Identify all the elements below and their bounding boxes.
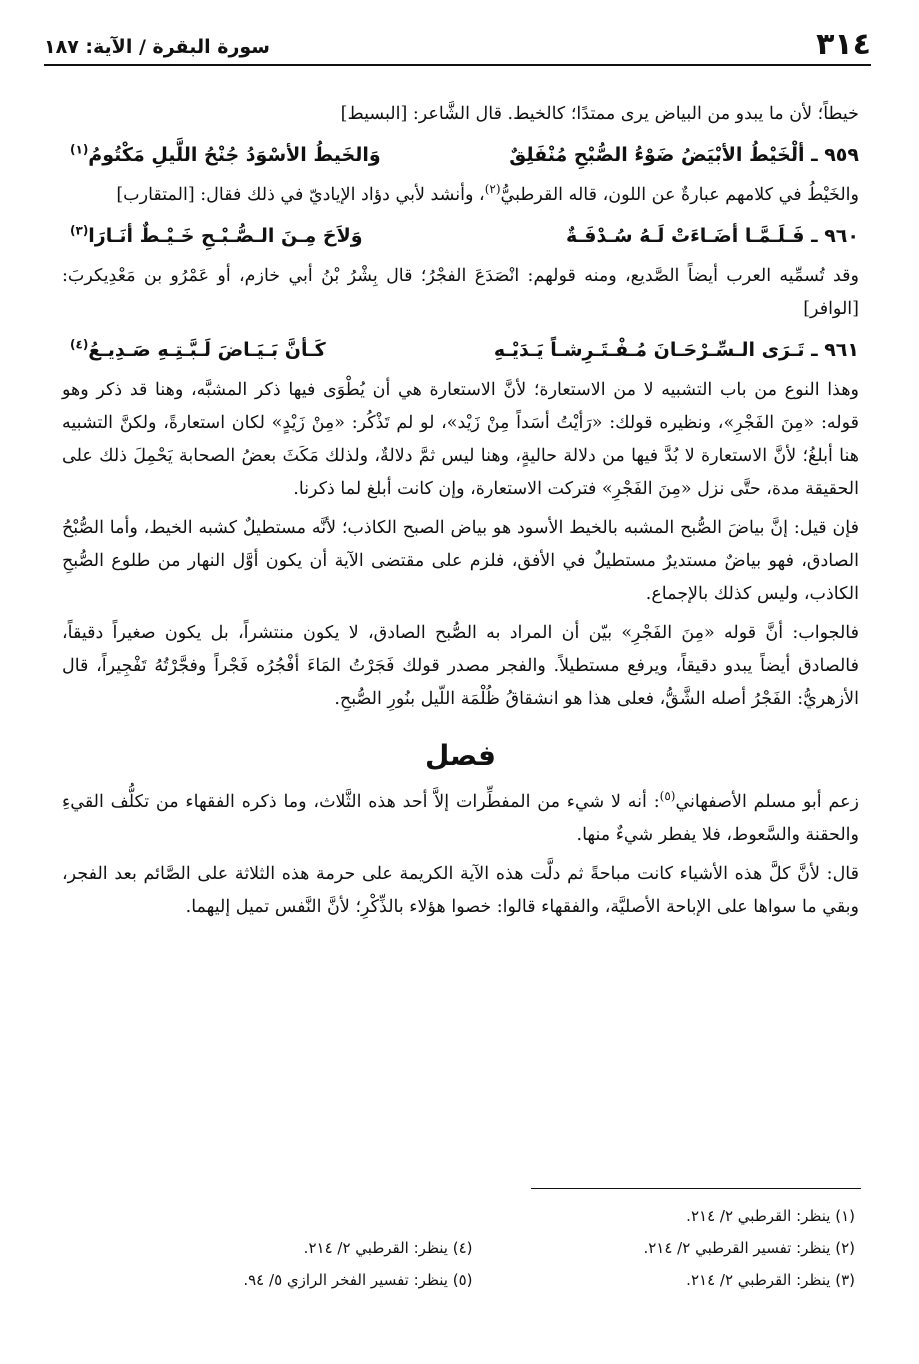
footnote-1: (١) ينظر: القرطبي ٢/ ٢١٤.: [686, 1207, 855, 1225]
footnotes: [150, 1200, 855, 1296]
verse-960: [62, 218, 859, 254]
paragraph-4: وهذا النوع من باب التشبيه لا من الاستعارة؛ لأنَّ الاستعارة هي أن يُطْوَى فيها ذكر المشبَّه، وهنا قد ذكر وهو قوله: «مِنَ الفَجْرِ»، ونظيره قولك: «رَأيْتُ أسَداً مِنْ زَيْد»، لو لم تَذْكُر: «مِنْ زَيْدٍ» لكان استعارةً، ولكنَّ التشبيه هنا أبلغُ؛ لأنَّ الاستعارة لا بُدَّ فيها من دلالة حاليةٍ، وهنا ليس ثمَّ دلالةٌ، ولذلك مَكَثَ بعضُ الصحابة يَحْمِلَ ذلك على الحقيقة مدة، حتَّى نزل «مِنَ الفَجْرِ» فتركت الاستعارة، وإن كانت أبلغ لما ذكرنا.: [62, 380, 859, 499]
verse-961-second-text: كَـأنَّ بَـيَـاضَ لَـبَّـتِـهِ صَـدِيـعُ: [88, 339, 326, 361]
section-title: فصل: [425, 739, 496, 772]
footnote-ref-2[interactable]: (٢): [484, 182, 501, 197]
footnote-4: (٤) ينظر: القرطبي ٢/ ٢١٤.: [303, 1239, 473, 1257]
paragraph-2-text-b: ، وأنشد لأبي دؤاد الإياديّ في ذلك فقال: [المتقارب]: [116, 185, 485, 205]
verse-961-second-hemistich: [70, 332, 326, 368]
paragraph-2-text: والخَيْطُ في كلامهم عبارةٌ عن اللون، قاله القرطبيُّ: [500, 185, 859, 205]
paragraph-3: وقد تُسمِّيه العرب أيضاً الصَّديع، ومنه قولهم: انْصَدَعَ الفجْرُ؛ قال بِشْرُ بْنُ أبي خازم، أو عَمْرُو بن مَعْدِيكربَ: [الوافر]: [62, 266, 859, 319]
page-number: ٣١٤: [816, 27, 871, 62]
verse-959-second-text: وَالخَيطُ الأسْوَدُ جُنْحُ اللَّيلِ مَكْتُومُ: [88, 144, 381, 166]
verse-959: [62, 137, 859, 173]
footnote-ref-3[interactable]: (٣): [70, 223, 89, 238]
verse-960-second-hemistich: [70, 218, 363, 254]
footnote-3: (٣) ينظر: القرطبي ٢/ ٢١٤.: [686, 1271, 855, 1289]
footnotes-grid: [150, 1200, 855, 1296]
footnote-ref-4[interactable]: (٤): [70, 337, 89, 352]
header-rule: [44, 64, 871, 66]
page-header: [44, 28, 871, 66]
verse-961-first-hemistich: ٩٦١ ـ تَـرَى الـسِّـرْحَـانَ مُـفْـتَـرِشـاً يَـدَيْـهِ: [493, 339, 859, 361]
paragraph-7-text: زعم أبو مسلم الأصفهاني: [675, 792, 859, 812]
paragraph-2: [62, 179, 859, 212]
paragraph-5: فإن قيل: إنَّ بياضَ الصُّبح المشبه بالخيط الأسود هو بياض الصبح الكاذب؛ لأنَّه مستطيلٌ كشبه الخيط، وأما الصُّبْحُ الصادق، فهو بياضٌ مستديرٌ مستطيلٌ في الأفق، فلزم على مقتضى الآية أن يكون أوَّل النهار من طلوع الصُّبحِ الكاذب، وليس كذلك بالإجماع.: [62, 518, 859, 604]
paragraph-1: خيطاً؛ لأن ما يبدو من البياض يرى ممتدًا؛ كالخيط. قال الشَّاعر: [البسيط]: [340, 104, 859, 124]
footnote-2: (٢) ينظر: تفسير القرطبي ٢/ ٢١٤.: [643, 1239, 855, 1257]
verse-961: [62, 332, 859, 368]
paragraph-7-text-b: : أنه لا شيء من المفطِّرات إلاَّ أحد هذه الثَّلاث، وما ذكره الفقهاء من تكلُّف القيءِ والحقنة والسَّعوط، فلا يفطر شيءٌ منها.: [62, 792, 859, 845]
verse-960-first-hemistich: ٩٦٠ ـ فَـلَـمَّـا أضَـاءَتْ لَـهُ سُـدْفَـةٌ: [566, 225, 859, 247]
verse-959-first-hemistich: ٩٥٩ ـ ألْخَيْطُ الأبْيَضُ ضَوْءُ الصُّبْحِ مُنْفَلِقٌ: [509, 144, 859, 166]
paragraph-7: [62, 786, 859, 852]
paragraph-8: قال: لأنَّ كلَّ هذه الأشياء كانت مباحةً ثم دلَّت هذه الآية الكريمة على حرمة هذه الثلاثة على الصَّائم بعد الفجر، وبقي ما سواها على الإباحة الأصليَّة، والفقهاء قالوا: خصوا هؤلاء بالذِّكْرِ؛ لأنَّ النَّفس تميل إليهما.: [62, 864, 859, 917]
paragraph-6: فالجواب: أنَّ قوله «مِنَ الفَجْرِ» بيّن أن المراد به الصُّبح الصادق، لا يكون منتشراً، بل يكون صغيراً دقيقاً، فالصادق أيضاً يبدو دقيقاً، ويرفع مستطيلاً. والفجر مصدر قولك فَجَرْتُ المَاءَ أفْجُرُه فَجْراً وفجَّرْتُهُ تَفْجِيراً، قال الأزهريُّ: الفَجْرُ أصله الشَّقُّ، فعلى هذا هو انشقاقُ ظُلْمَة اللّيل بنُورِ الصُّبحِ.: [62, 623, 859, 709]
running-title: سورة البقرة / الآية: ١٨٧: [44, 36, 270, 58]
footnote-ref-5[interactable]: (٥): [659, 789, 676, 804]
verse-959-second-hemistich: [70, 137, 381, 173]
verse-960-second-text: وَلاَحَ مِـنَ الـصُّـبْـحِ خَـيْـطٌ أنَـارَا: [88, 225, 363, 247]
footnotes-column-left: [150, 1200, 473, 1296]
footnote-separator: [531, 1188, 861, 1189]
main-text: [62, 98, 859, 930]
footnote-5: (٥) ينظر: تفسير الفخر الرازي ٥/ ٩٤.: [243, 1271, 473, 1289]
footnotes-column-right: [533, 1200, 856, 1296]
footnote-ref-1[interactable]: (١): [70, 142, 89, 157]
